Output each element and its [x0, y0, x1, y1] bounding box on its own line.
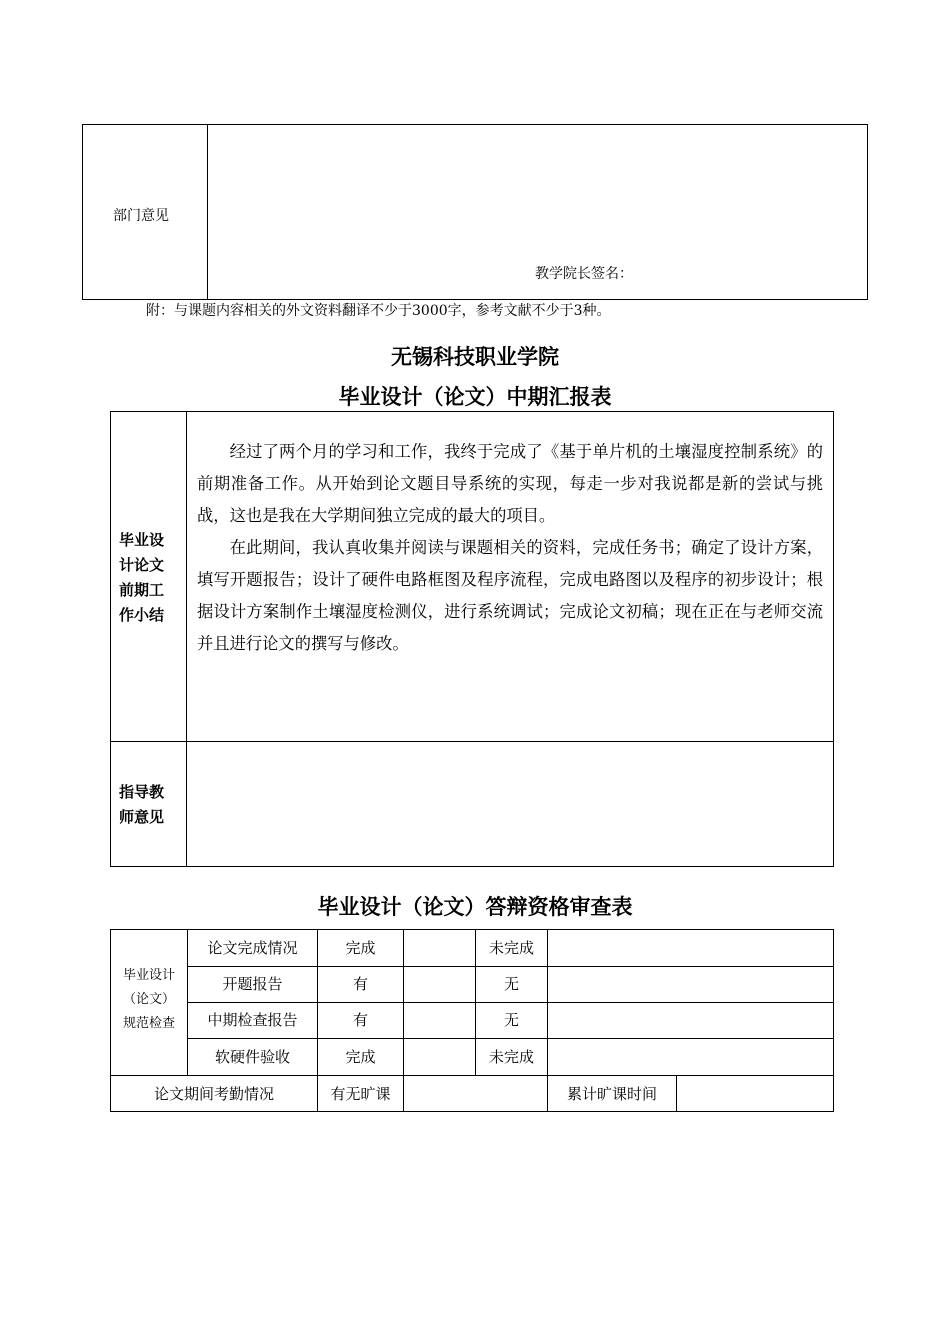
- table-divider: [111, 741, 833, 742]
- check-no: 未完成: [488, 939, 534, 957]
- midterm-report-table: [110, 411, 834, 867]
- check-no: 无: [503, 1011, 519, 1029]
- summary-paragraph: 在此期间，我认真收集并阅读与课题相关的资料，完成任务书；确定了设计方案，填写开题报告；设计了硬件电路框图及程序流程，完成电路图以及程序的初步设计；根据设计方案制作土壤湿度检测仪，进行系统调试；完成论文初稿；现在正在与老师交流并且进行论文的撰写与修改。: [197, 538, 823, 653]
- advisor-label-line: 指导教: [119, 783, 165, 801]
- check-yes: 有: [352, 975, 368, 993]
- summary-label-line: 作小结: [119, 606, 165, 624]
- norm-label-line: 规范检查: [122, 1016, 175, 1031]
- norm-check-label: [111, 964, 187, 1036]
- norm-label-line: （论文）: [122, 992, 175, 1007]
- summary-label-line: 毕业设: [119, 531, 165, 549]
- dean-signature-label: 教学院长签名：: [535, 266, 633, 282]
- advisor-opinion-label: [119, 780, 179, 830]
- table-divider: [207, 125, 208, 299]
- advisor-label-line: 师意见: [119, 808, 165, 826]
- table-divider: [676, 1075, 677, 1112]
- summary-label-line: 前期工: [119, 581, 165, 599]
- department-opinion-label: 部门意见: [113, 208, 169, 224]
- summary-label-line: 计论文: [119, 556, 165, 574]
- department-opinion-table: [82, 124, 868, 300]
- defense-qualification-title: 毕业设计（论文）答辩资格审查表: [317, 895, 633, 919]
- appendix-note: 附：与课题内容相关的外文资料翻译不少于3000字，参考文献不少于3种。: [146, 303, 611, 319]
- check-yes: 完成: [345, 939, 376, 957]
- absence-label: 有无旷课: [330, 1085, 391, 1103]
- table-divider: [186, 412, 187, 866]
- check-item: 开题报告: [222, 975, 283, 993]
- attendance-label: 论文期间考勤情况: [153, 1085, 274, 1103]
- check-yes: 完成: [345, 1048, 376, 1066]
- summary-text: [197, 436, 823, 660]
- cumulative-absence-label: 累计旷课时间: [566, 1085, 657, 1103]
- check-no: 无: [503, 975, 519, 993]
- check-item: 论文完成情况: [207, 939, 298, 957]
- table-divider: [403, 930, 404, 1112]
- check-item: 软硬件验收: [214, 1048, 290, 1066]
- summary-label: [119, 528, 179, 628]
- college-name: 无锡科技职业学院: [391, 345, 559, 369]
- check-item: 中期检查报告: [207, 1011, 298, 1029]
- defense-qualification-table: [110, 929, 834, 1112]
- check-yes: 有: [352, 1011, 368, 1029]
- check-no: 未完成: [488, 1048, 534, 1066]
- summary-paragraph: 经过了两个月的学习和工作，我终于完成了《基于单片机的土壤湿度控制系统》的前期准备工作。从开始到论文题目导系统的实现，每走一步对我说都是新的尝试与挑战，这也是我在大学期间独立完成的最大的项目。: [197, 442, 823, 525]
- norm-label-line: 毕业设计: [122, 968, 175, 983]
- midterm-report-title: 毕业设计（论文）中期汇报表: [338, 385, 612, 409]
